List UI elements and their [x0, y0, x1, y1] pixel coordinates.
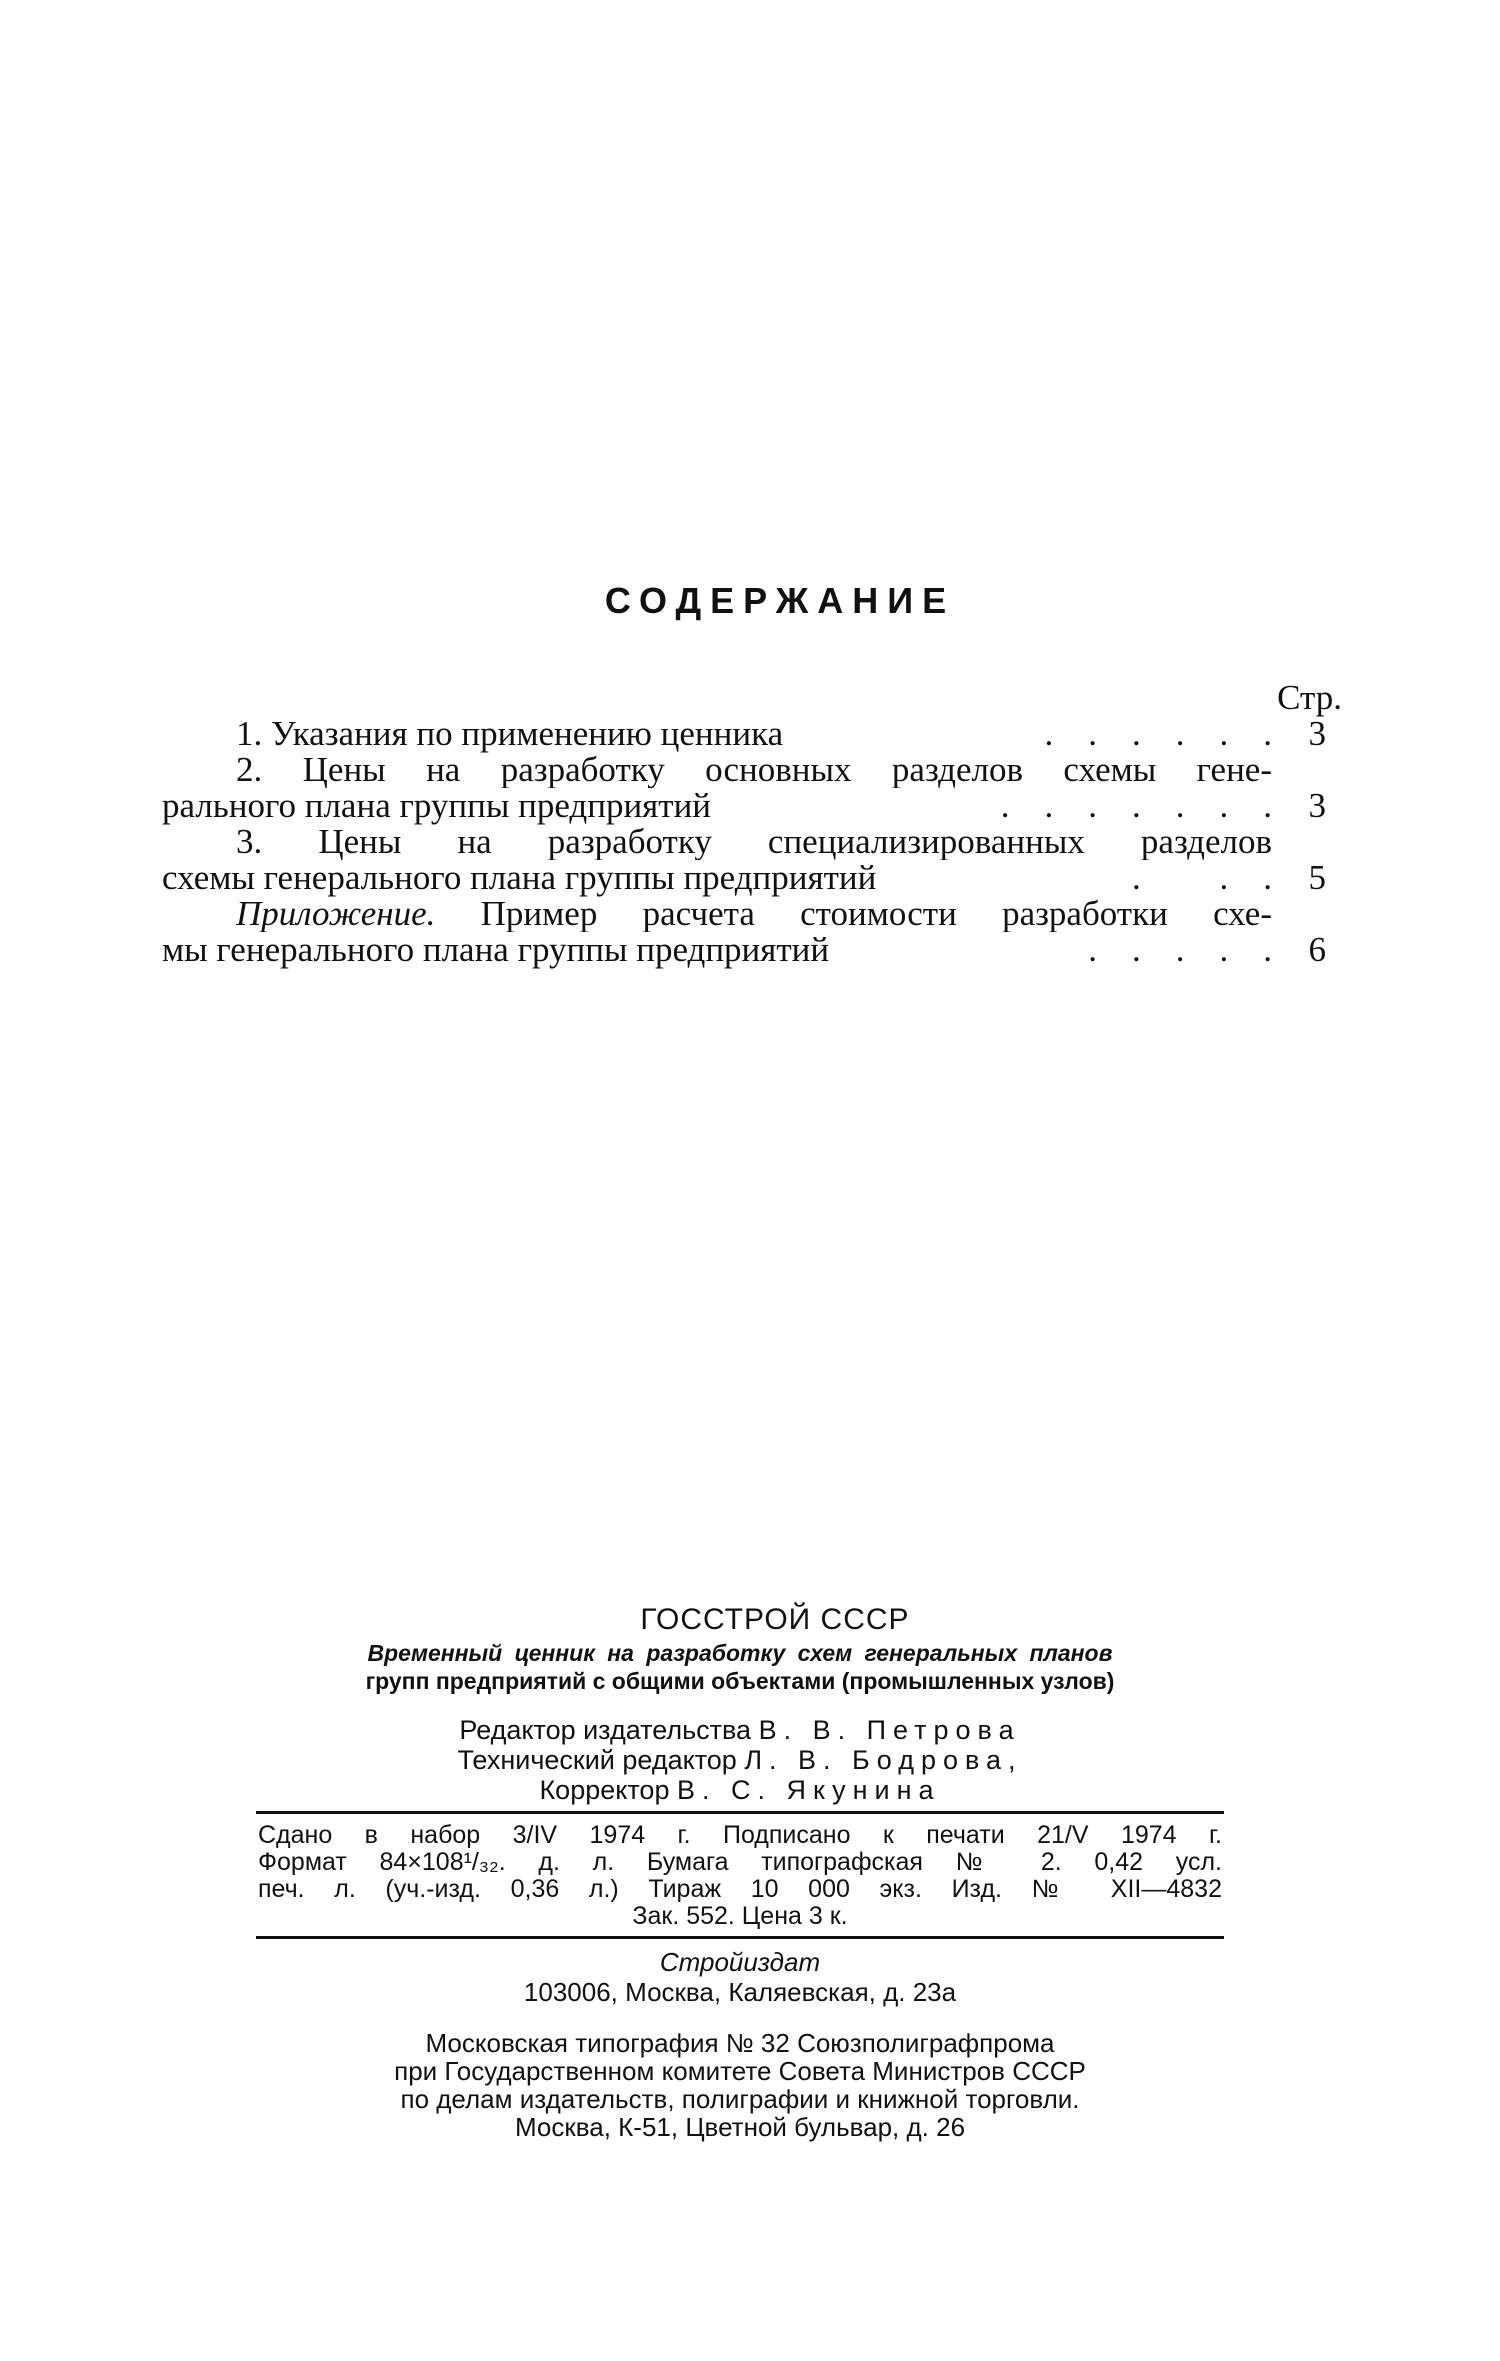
- dot-leader: . . .: [1132, 860, 1272, 896]
- publication-line: Формат 84×108¹/₃₂. д. л. Бумага типографская № 2. 0,42 усл.: [258, 1848, 1222, 1876]
- toc-page-number: 6: [1308, 930, 1326, 969]
- toc-entry-1[interactable]: [162, 716, 1342, 752]
- publication-line: печ. л. (уч.-изд. 0,36 л.) Тираж 10 000 экз. Изд. № XII—4832: [258, 1875, 1222, 1903]
- toc-entry-appendix[interactable]: [162, 896, 1342, 932]
- divider: [256, 1811, 1224, 1814]
- toc-entry-text: схемы генерального плана группы предприятий: [162, 858, 877, 897]
- toc-entry-text: 2. Цены на разработку основных разделов схемы гене-: [236, 752, 1272, 788]
- toc-entry-text: 1. Указания по применению ценника: [236, 714, 784, 753]
- toc-entry-text: мы генерального плана группы предприятий: [162, 930, 830, 969]
- credit-row: [250, 1745, 1230, 1775]
- appendix-label: Приложение.: [236, 896, 436, 932]
- toc-entry-2[interactable]: [162, 752, 1342, 788]
- credit-name: Л. В. Бодрова,: [744, 1745, 1023, 1775]
- appendix-text: Пример расчета стоимости разработки схе-: [435, 896, 1272, 932]
- toc-entry-2-cont[interactable]: [162, 788, 1342, 824]
- organization: ГОССТРОЙ СССР: [640, 1603, 910, 1636]
- toc-entry-3-cont[interactable]: [162, 860, 1342, 896]
- book-title: [250, 1639, 1230, 1695]
- dot-leader: . . . . . .: [1044, 716, 1272, 752]
- toc-entry-text: [236, 896, 1272, 932]
- imprint: [250, 1605, 1230, 2141]
- toc-page-number: 3: [1308, 786, 1326, 825]
- toc-page-number: 3: [1308, 714, 1326, 753]
- printer-line: по делам издательств, полиграфии и книжной торговли.: [400, 2084, 1080, 2114]
- credit-row: [250, 1715, 1230, 1745]
- printer: [250, 2029, 1230, 2141]
- dot-leader: . . . . .: [1088, 932, 1272, 968]
- table-of-contents: [162, 680, 1342, 968]
- toc-entry-text: рального плана группы предприятий: [162, 786, 712, 825]
- credit-role: Технический редактор: [457, 1745, 737, 1775]
- dot-leader: . . . . . . .: [1000, 788, 1272, 824]
- credits: [250, 1715, 1230, 1805]
- printer-line: Московская типография № 32 Союзполиграфпрома: [425, 2028, 1055, 2058]
- book-title-line-1: Временный ценник на разработку схем генеральных планов: [367, 1640, 1113, 1666]
- credit-role: Корректор: [539, 1775, 670, 1805]
- credit-name: В. В. Петрова: [758, 1715, 1021, 1745]
- page-column-label: Стр.: [1277, 678, 1342, 717]
- publisher-name: Стройиздат: [659, 1947, 821, 1977]
- publication-line: Зак. 552. Цена 3 к.: [632, 1902, 848, 1930]
- credit-role: Редактор издательства: [459, 1715, 752, 1745]
- toc-page-number: 5: [1308, 858, 1326, 897]
- toc-entry-text: 3. Цены на разработку специализированных разделов: [236, 824, 1272, 860]
- printer-line: при Государственном комитете Совета Министров СССР: [394, 2056, 1086, 2086]
- book-title-line-2: групп предприятий с общими объектами (промышленных узлов): [365, 1668, 1115, 1694]
- divider: [256, 1936, 1224, 1939]
- contents-heading: СОДЕРЖАНИЕ: [604, 580, 956, 621]
- publisher: [250, 1947, 1230, 2007]
- publication-line: Сдано в набор 3/IV 1974 г. Подписано к печати 21/V 1974 г.: [258, 1821, 1222, 1849]
- printer-line: Москва, К-51, Цветной бульвар, д. 26: [514, 2112, 966, 2142]
- credit-name: В. С. Якунина: [676, 1775, 941, 1805]
- credit-row: [250, 1775, 1230, 1805]
- publisher-address: 103006, Москва, Каляевская, д. 23а: [523, 1977, 957, 2007]
- toc-entry-appendix-cont[interactable]: [162, 932, 1342, 968]
- publication-details: [250, 1822, 1230, 1930]
- toc-entry-3[interactable]: [162, 824, 1342, 860]
